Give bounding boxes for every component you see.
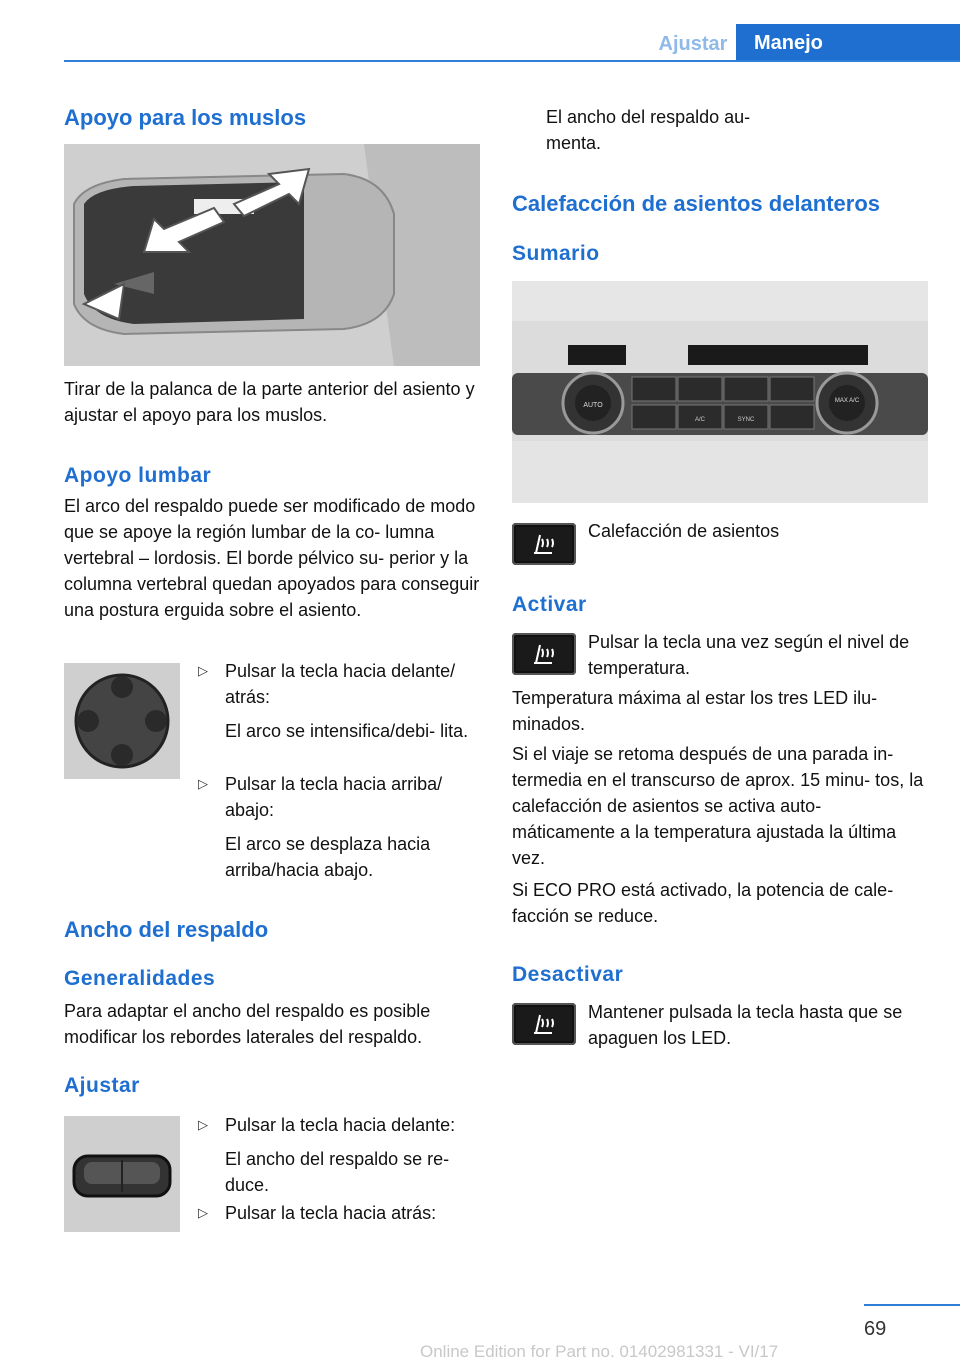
ajustar-item-1-main: Pulsar la tecla hacia delante: [225, 1115, 456, 1135]
heading-calefaccion: Calefacción de asientos delanteros [512, 191, 881, 216]
ajustar-list-item [198, 1200, 480, 1226]
paragraph-muslos: Tirar de la palanca de la parte anterior del asiento y ajustar el apoyo para los muslos. [64, 379, 475, 425]
lumbar-item-2-main: Pulsar la tecla hacia arriba/ abajo: [225, 774, 443, 820]
panel-auto-label: AUTO [583, 402, 603, 409]
header-divider [64, 60, 960, 62]
bullet-triangle-icon: ▷ [198, 776, 208, 791]
climate-control-panel-image [512, 281, 928, 503]
tab-manejo[interactable]: Manejo [736, 24, 960, 62]
ajustar-item-2-main: Pulsar la tecla hacia atrás: [225, 1203, 437, 1223]
heading-apoyo-muslos: Apoyo para los muslos [64, 105, 307, 130]
footer-divider [864, 1304, 960, 1306]
heading-sumario: Sumario [512, 242, 600, 265]
paragraph-activar-3: Si ECO PRO está activado, la potencia de cale‐ facción se reduce. [512, 880, 894, 926]
paragraph-lumbar: El arco del respaldo puede ser modificado de modo que se apoye la región lumbar de la co‐ lumna vertebral – lordosis. El borde pélvico su‐ perior y la columna vertebral quedan apoyados para conseguir una postura erguida sobre el asiento. [64, 496, 480, 620]
ajustar-item-1-sub: El ancho del respaldo se re‐ duce. [225, 1149, 450, 1195]
paragraph-activar-icon: Pulsar la tecla una vez según el nivel de temperatura. [588, 632, 910, 678]
tab-ajustar[interactable]: Ajustar [658, 33, 728, 55]
panel-max-label: MAX A/C [834, 398, 860, 404]
icon-caption: Calefacción de asientos [588, 521, 780, 541]
lumbar-list-item [198, 658, 480, 744]
heading-apoyo-lumbar: Apoyo lumbar [64, 464, 212, 487]
paragraph-generalidades: Para adaptar el ancho del respaldo es posible modificar los rebordes laterales del respaldo. [64, 1001, 431, 1047]
backrest-width-switch-image [64, 1116, 180, 1232]
lumbar-switch-image [64, 663, 180, 779]
lumbar-list-item [198, 771, 480, 883]
heading-desactivar: Desactivar [512, 963, 624, 986]
lumbar-item-2-sub: El arco se desplaza hacia arriba/hacia abajo. [225, 834, 431, 880]
bullet-triangle-icon: ▷ [198, 1205, 208, 1220]
seat-heating-icon [512, 523, 576, 565]
heading-activar: Activar [512, 593, 587, 616]
heading-ancho-respaldo: Ancho del respaldo [64, 917, 269, 942]
lumbar-item-1-sub: El arco se intensifica/debi‐ lita. [225, 721, 469, 741]
bullet-triangle-icon: ▷ [198, 1117, 208, 1132]
lumbar-item-1-main: Pulsar la tecla hacia delante/ atrás: [225, 661, 456, 707]
seat-heating-icon [512, 633, 576, 675]
seat-heating-icon [512, 1003, 576, 1045]
paragraph-activar-2: Si el viaje se retoma después de una parada in‐ termedia en el transcurso de aprox. 15 minu‐ tos, la calefacción de asientos se activa auto‐ máticamente a la temperatura ajustada la última vez. [512, 744, 924, 868]
ajustar-list-item [198, 1112, 480, 1198]
seat-thigh-support-image [64, 144, 480, 366]
page-number: 69 [864, 1318, 887, 1340]
panel-ac-label: A/C [694, 417, 706, 423]
bullet-triangle-icon: ▷ [198, 663, 208, 678]
edition-note: Online Edition for Part no. 01402981331 - VI/17 [420, 1342, 779, 1361]
panel-sync-label: SYNC [737, 417, 755, 423]
paragraph-activar-1: Temperatura máxima al estar los tres LED ilu‐ minados. [512, 688, 878, 734]
heading-generalidades: Generalidades [64, 967, 216, 990]
paragraph-ancho-aumenta: El ancho del respaldo au‐ menta. [546, 107, 751, 153]
paragraph-desactivar: Mantener pulsada la tecla hasta que se apaguen los LED. [588, 1002, 903, 1048]
heading-ajustar: Ajustar [64, 1074, 140, 1097]
